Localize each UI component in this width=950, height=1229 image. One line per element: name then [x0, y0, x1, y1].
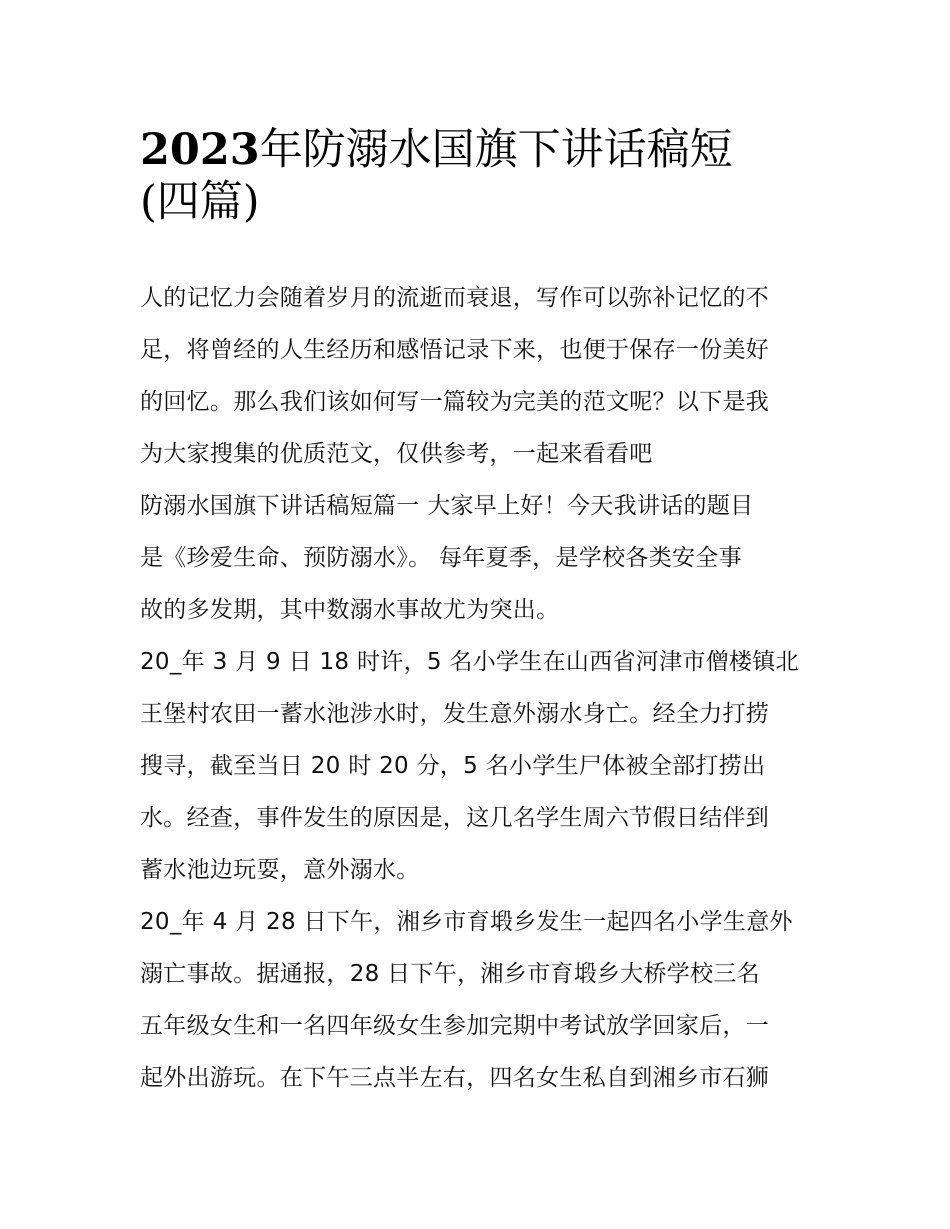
body-line: 20_年 4 月 28 日下午，湘乡市育塅乡发生一起四名小学生意外 [140, 909, 793, 935]
body-line: 搜寻，截至当日 20 时 20 分，5 名小学生尸体被全部打捞出 [140, 753, 766, 779]
body-line: 防溺水国旗下讲话稿短篇一 大家早上好！今天我讲话的题目 [140, 493, 754, 519]
body-line: 溺亡事故。据通报，28 日下午，湘乡市育塅乡大桥学校三名 [140, 961, 760, 987]
body-line: 足，将曾经的人生经历和感悟记录下来，也便于保存一份美好 [140, 337, 770, 363]
body-line: 是《珍爱生命、预防溺水》。 每年夏季，是学校各类安全事 [140, 545, 742, 571]
body-line: 为大家搜集的优质范文，仅供参考，一起来看看吧 [140, 441, 653, 467]
body-line: 起外出游玩。在下午三点半左右，四名女生私自到湘乡市石狮 [140, 1065, 770, 1091]
body-line: 水。经查，事件发生的原因是，这几名学生周六节假日结伴到 [140, 805, 770, 831]
body-line: 王堡村农田一蓄水池涉水时，发生意外溺水身亡。经全力打捞 [140, 701, 770, 727]
body-line: 蓄水池边玩耍，意外溺水。 [140, 857, 420, 883]
title-text: 年防溺水国旗下讲话稿短 [259, 125, 733, 175]
title-line-1 [140, 118, 820, 175]
document-title [140, 118, 820, 227]
body-line: 20_年 3 月 9 日 18 时许，5 名小学生在山西省河津市僧楼镇北 [140, 649, 799, 675]
body-line: 故的多发期，其中数溺水事故尤为突出。 [140, 597, 560, 623]
document-body [140, 272, 815, 1104]
title-year: 2023 [140, 125, 260, 175]
body-line: 的回忆。那么我们该如何写一篇较为完美的范文呢？以下是我 [140, 389, 770, 415]
body-line: 五年级女生和一名四年级女生参加完期中考试放学回家后，一 [140, 1013, 770, 1039]
body-line: 人的记忆力会随着岁月的流逝而衰退，写作可以弥补记忆的不 [140, 285, 770, 311]
title-line-2: (四篇) [140, 177, 260, 227]
